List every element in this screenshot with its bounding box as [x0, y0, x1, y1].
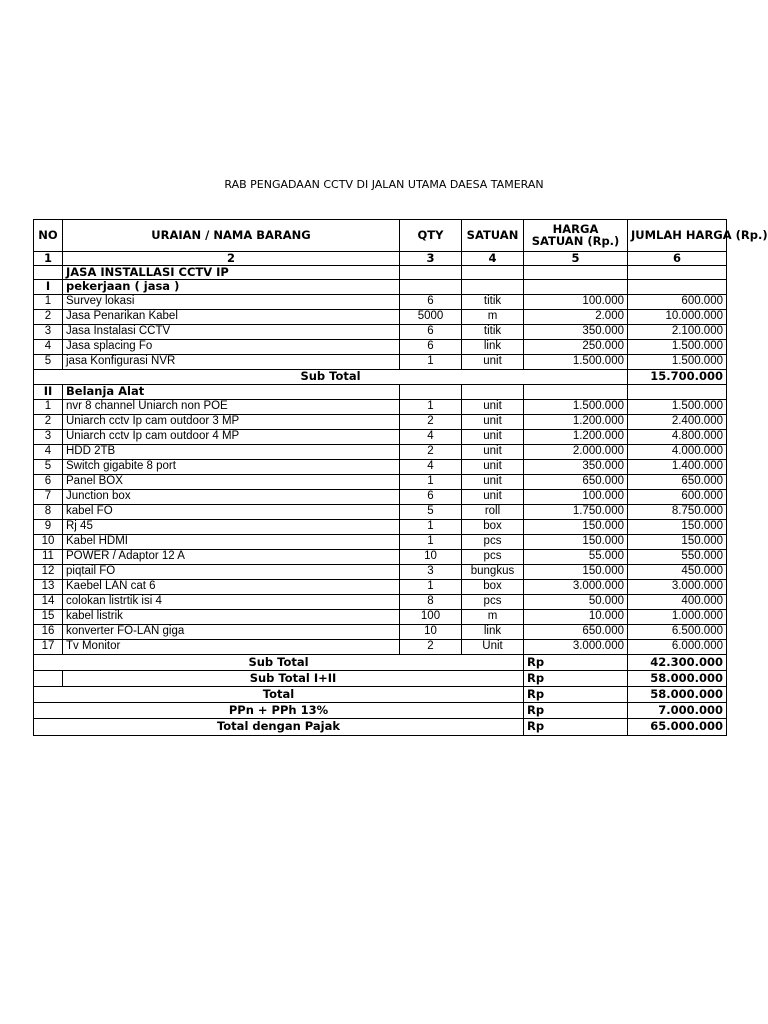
item-name: Survey lokasi	[63, 295, 400, 310]
item-unit: unit	[462, 430, 524, 445]
item-total-price: 650.000	[628, 475, 727, 490]
tax-label: PPn + PPh 13%	[34, 703, 524, 719]
currency-label: Rp	[524, 671, 628, 687]
item-unit: pcs	[462, 550, 524, 565]
item-total-price: 400.000	[628, 595, 727, 610]
item-row	[34, 505, 727, 520]
item-unit-price: 100.000	[524, 490, 628, 505]
currency-label: Rp	[524, 687, 628, 703]
document-title: RAB PENGADAAN CCTV DI JALAN UTAMA DAESA TAMERAN	[224, 178, 544, 191]
item-total-price: 550.000	[628, 550, 727, 565]
item-total-price: 8.750.000	[628, 505, 727, 520]
item-unit-price: 650.000	[524, 475, 628, 490]
currency-label: Rp	[524, 703, 628, 719]
column-number: 5	[524, 252, 628, 266]
item-qty: 1	[400, 580, 462, 595]
item-unit: link	[462, 625, 524, 640]
item-total-price: 600.000	[628, 295, 727, 310]
item-total-price: 4.800.000	[628, 430, 727, 445]
item-number: 9	[34, 520, 63, 535]
item-number: 16	[34, 625, 63, 640]
item-qty: 8	[400, 595, 462, 610]
item-total-price: 1.400.000	[628, 460, 727, 475]
item-row	[34, 520, 727, 535]
column-number-row	[34, 252, 727, 266]
item-qty: 4	[400, 460, 462, 475]
rab-table-body	[34, 220, 768, 736]
item-name: Jasa Penarikan Kabel	[63, 310, 400, 325]
item-total-price: 1.500.000	[628, 400, 727, 415]
item-name: colokan listrtik isi 4	[63, 595, 400, 610]
item-row	[34, 430, 727, 445]
item-row	[34, 625, 727, 640]
column-number: 3	[400, 252, 462, 266]
item-unit-price: 350.000	[524, 460, 628, 475]
item-unit: unit	[462, 460, 524, 475]
item-unit-price: 55.000	[524, 550, 628, 565]
item-number: 3	[34, 430, 63, 445]
item-qty: 1	[400, 535, 462, 550]
header-satuan: SATUAN	[462, 220, 524, 252]
item-total-price: 600.000	[628, 490, 727, 505]
item-unit-price: 2.000	[524, 310, 628, 325]
item-unit: unit	[462, 445, 524, 460]
item-qty: 1	[400, 520, 462, 535]
item-total-price: 1.500.000	[628, 340, 727, 355]
item-name: kabel FO	[63, 505, 400, 520]
item-number: 13	[34, 580, 63, 595]
item-name: piqtail FO	[63, 565, 400, 580]
item-name: Switch gigabite 8 port	[63, 460, 400, 475]
item-row	[34, 415, 727, 430]
item-row	[34, 595, 727, 610]
item-unit-price: 350.000	[524, 325, 628, 340]
item-unit: titik	[462, 295, 524, 310]
section-title-jasa: pekerjaan ( jasa )	[63, 280, 400, 295]
section-heading-row	[34, 266, 727, 280]
item-unit: pcs	[462, 595, 524, 610]
item-name: kabel listrik	[63, 610, 400, 625]
item-number: 15	[34, 610, 63, 625]
item-name: Kabel HDMI	[63, 535, 400, 550]
item-qty: 1	[400, 355, 462, 370]
item-number: 5	[34, 460, 63, 475]
total-value: 58.000.000	[628, 687, 727, 703]
item-number: 12	[34, 565, 63, 580]
item-qty: 1	[400, 400, 462, 415]
item-unit: unit	[462, 475, 524, 490]
item-unit: bungkus	[462, 565, 524, 580]
item-unit: link	[462, 340, 524, 355]
item-unit-price: 1.200.000	[524, 430, 628, 445]
item-qty: 6	[400, 490, 462, 505]
item-row	[34, 325, 727, 340]
subtotal-label: Sub Total	[34, 370, 628, 385]
item-unit-price: 3.000.000	[524, 580, 628, 595]
item-row	[34, 340, 727, 355]
section-row-jasa	[34, 280, 727, 295]
item-unit-price: 50.000	[524, 595, 628, 610]
item-qty: 3	[400, 565, 462, 580]
section-title-alat: Belanja Alat	[63, 385, 400, 400]
section-heading-jasa-installasi: JASA INSTALLASI CCTV IP	[63, 266, 400, 280]
item-qty: 6	[400, 295, 462, 310]
item-name: Kaebel LAN cat 6	[63, 580, 400, 595]
column-number: 1	[34, 252, 63, 266]
item-unit: m	[462, 310, 524, 325]
item-unit-price: 650.000	[524, 625, 628, 640]
item-row	[34, 640, 727, 655]
header-row	[34, 220, 727, 252]
item-name: Jasa Instalasi CCTV	[63, 325, 400, 340]
item-total-price: 4.000.000	[628, 445, 727, 460]
item-unit-price: 1.200.000	[524, 415, 628, 430]
item-unit-price: 1.500.000	[524, 400, 628, 415]
item-total-price: 450.000	[628, 565, 727, 580]
item-unit: m	[462, 610, 524, 625]
item-unit-price: 150.000	[524, 520, 628, 535]
item-row	[34, 445, 727, 460]
header-no: NO	[34, 220, 63, 252]
header-jumlah-harga: JUMLAH HARGA (Rp.)	[628, 220, 727, 252]
subtotal-value: 42.300.000	[628, 655, 727, 671]
item-qty: 1	[400, 475, 462, 490]
item-qty: 6	[400, 325, 462, 340]
item-name: Rj 45	[63, 520, 400, 535]
item-qty: 2	[400, 640, 462, 655]
item-unit: titik	[462, 325, 524, 340]
item-unit: box	[462, 520, 524, 535]
item-number: 3	[34, 325, 63, 340]
item-name: POWER / Adaptor 12 A	[63, 550, 400, 565]
column-number: 4	[462, 252, 524, 266]
item-name: Uniarch cctv Ip cam outdoor 3 MP	[63, 415, 400, 430]
item-qty: 4	[400, 430, 462, 445]
item-row	[34, 565, 727, 580]
item-qty: 100	[400, 610, 462, 625]
item-unit: pcs	[462, 535, 524, 550]
item-total-price: 6.000.000	[628, 640, 727, 655]
item-row	[34, 535, 727, 550]
header-qty: QTY	[400, 220, 462, 252]
item-number: 1	[34, 400, 63, 415]
item-row	[34, 295, 727, 310]
item-name: jasa Konfigurasi NVR	[63, 355, 400, 370]
total-label: Total	[34, 687, 524, 703]
item-number: 1	[34, 295, 63, 310]
subtotal-row-alat	[34, 655, 727, 671]
header-harga-satuan: HARGA SATUAN (Rp.)	[524, 220, 628, 252]
item-unit-price: 1.500.000	[524, 355, 628, 370]
rab-table	[33, 219, 768, 736]
item-qty: 5	[400, 505, 462, 520]
column-number: 2	[63, 252, 400, 266]
item-unit-price: 150.000	[524, 565, 628, 580]
subtotal-label: Sub Total	[34, 655, 524, 671]
item-unit: unit	[462, 415, 524, 430]
item-total-price: 10.000.000	[628, 310, 727, 325]
item-number: 17	[34, 640, 63, 655]
item-row	[34, 355, 727, 370]
header-uraian: URAIAN / NAMA BARANG	[63, 220, 400, 252]
item-total-price: 2.400.000	[628, 415, 727, 430]
item-number: 6	[34, 475, 63, 490]
item-name: Tv Monitor	[63, 640, 400, 655]
item-qty: 6	[400, 340, 462, 355]
currency-label: Rp	[524, 655, 628, 671]
item-qty: 2	[400, 415, 462, 430]
section-row-alat	[34, 385, 727, 400]
item-row	[34, 580, 727, 595]
item-row	[34, 460, 727, 475]
column-number: 6	[628, 252, 727, 266]
item-name: Jasa splacing Fo	[63, 340, 400, 355]
item-name: Junction box	[63, 490, 400, 505]
item-total-price: 2.100.000	[628, 325, 727, 340]
item-unit: roll	[462, 505, 524, 520]
subtotal-all-label: Sub Total I+II	[63, 671, 524, 687]
item-unit-price: 100.000	[524, 295, 628, 310]
item-total-price: 6.500.000	[628, 625, 727, 640]
item-unit-price: 10.000	[524, 610, 628, 625]
item-total-price: 150.000	[628, 520, 727, 535]
item-number: 4	[34, 340, 63, 355]
item-unit: Unit	[462, 640, 524, 655]
item-unit-price: 150.000	[524, 535, 628, 550]
item-number: 4	[34, 445, 63, 460]
item-total-price: 150.000	[628, 535, 727, 550]
item-number: 8	[34, 505, 63, 520]
item-qty: 10	[400, 550, 462, 565]
subtotal-all-value: 58.000.000	[628, 671, 727, 687]
item-total-price: 1.500.000	[628, 355, 727, 370]
item-name: nvr 8 channel Uniarch non POE	[63, 400, 400, 415]
item-unit-price: 2.000.000	[524, 445, 628, 460]
item-unit-price: 1.750.000	[524, 505, 628, 520]
item-unit: unit	[462, 490, 524, 505]
item-qty: 5000	[400, 310, 462, 325]
item-qty: 2	[400, 445, 462, 460]
grand-total-label: Total dengan Pajak	[34, 719, 524, 736]
item-number: 14	[34, 595, 63, 610]
item-row	[34, 490, 727, 505]
item-unit-price: 3.000.000	[524, 640, 628, 655]
item-name: Panel BOX	[63, 475, 400, 490]
item-row	[34, 610, 727, 625]
item-name: konverter FO-LAN giga	[63, 625, 400, 640]
item-row	[34, 310, 727, 325]
item-name: Uniarch cctv Ip cam outdoor 4 MP	[63, 430, 400, 445]
grand-total-value: 65.000.000	[628, 719, 727, 736]
item-row	[34, 550, 727, 565]
total-row	[34, 687, 727, 703]
item-number: 2	[34, 415, 63, 430]
currency-label: Rp	[524, 719, 628, 736]
item-number: 7	[34, 490, 63, 505]
item-number: 5	[34, 355, 63, 370]
subtotal-all-row	[34, 671, 727, 687]
item-row	[34, 475, 727, 490]
subtotal-row-jasa	[34, 370, 727, 385]
section-number: II	[34, 385, 63, 400]
subtotal-value: 15.700.000	[628, 370, 727, 385]
item-number: 2	[34, 310, 63, 325]
section-number: I	[34, 280, 63, 295]
item-qty: 10	[400, 625, 462, 640]
item-row	[34, 400, 727, 415]
tax-row	[34, 703, 727, 719]
item-number: 11	[34, 550, 63, 565]
item-name: HDD 2TB	[63, 445, 400, 460]
item-unit: unit	[462, 355, 524, 370]
item-unit-price: 250.000	[524, 340, 628, 355]
item-number: 10	[34, 535, 63, 550]
item-total-price: 3.000.000	[628, 580, 727, 595]
grand-total-row	[34, 719, 727, 736]
item-total-price: 1.000.000	[628, 610, 727, 625]
item-unit: box	[462, 580, 524, 595]
tax-value: 7.000.000	[628, 703, 727, 719]
item-unit: unit	[462, 400, 524, 415]
